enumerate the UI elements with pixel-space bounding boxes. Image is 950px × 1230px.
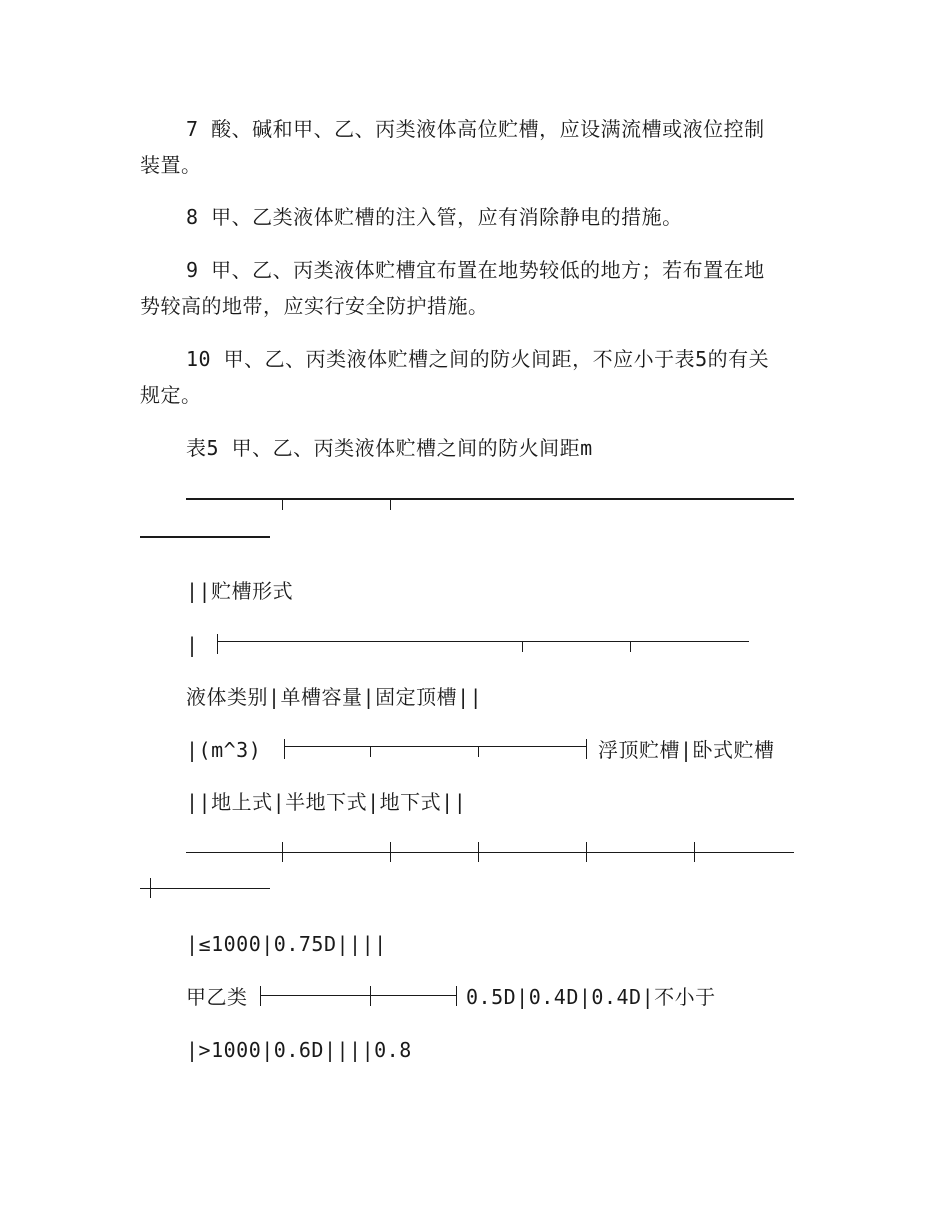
table-mid-cross	[694, 842, 695, 862]
paragraph-10-line-2: 规定。	[140, 383, 202, 407]
table-data-rule-start	[260, 986, 261, 1006]
table-row-header-1: 液体类别|单槽容量|固定顶槽||	[186, 685, 483, 709]
table-caption: 表5 甲、乙、丙类液体贮槽之间的防火间距m	[186, 436, 593, 460]
paragraph-7-line-2: 装置。	[140, 153, 202, 177]
table-row-data-2-right: 0.5D|0.4D|0.4D|不小于	[466, 985, 716, 1009]
table-top-rule-wrap	[140, 536, 270, 538]
table-volume-rule	[284, 746, 586, 747]
table-volume-rule-start	[284, 739, 285, 759]
table-data-cross	[370, 986, 371, 1006]
table-sub-tick	[522, 641, 523, 652]
table-volume-rule-end	[586, 739, 587, 759]
paragraph-10-line-1: 10 甲、乙、丙类液体贮槽之间的防火间距，不应小于表5的有关	[186, 347, 770, 371]
table-mid-cross	[150, 878, 151, 898]
table-top-rule	[186, 498, 794, 500]
paragraph-8-line-1: 8 甲、乙类液体贮槽的注入管，应有消除静电的措施。	[186, 205, 683, 229]
table-top-tick	[390, 498, 391, 510]
table-sub-rule-start	[217, 634, 218, 654]
table-mid-cross	[478, 842, 479, 862]
table-row-pipe: |	[186, 633, 199, 657]
table-sub-tick	[630, 641, 631, 652]
table-mid-cross	[586, 842, 587, 862]
table-mid-rule-wrap	[140, 888, 270, 889]
table-data-rule-end	[456, 986, 457, 1006]
table-mid-cross	[282, 842, 283, 862]
table-volume-tick	[478, 746, 479, 757]
table-row-header-2-right: 浮顶贮槽|卧式贮槽	[598, 738, 775, 762]
table-row-data-2-left: 甲乙类	[186, 985, 248, 1009]
paragraph-9-line-1: 9 甲、乙、丙类液体贮槽宜布置在地势较低的地方；若布置在地	[186, 258, 765, 282]
table-mid-rule	[186, 852, 794, 853]
table-row-data-1: |≤1000|0.75D||||	[186, 932, 387, 956]
table-mid-cross	[390, 842, 391, 862]
table-row-tank-form: ||贮槽形式	[186, 579, 294, 603]
paragraph-9-line-2: 势较高的地带，应实行安全防护措施。	[140, 294, 489, 318]
table-data-rule	[260, 995, 456, 996]
table-row-data-3: |>1000|0.6D||||0.8	[186, 1038, 412, 1062]
table-row-header-3: ||地上式|半地下式|地下式||	[186, 790, 467, 814]
table-volume-tick	[370, 746, 371, 757]
table-top-tick	[282, 498, 283, 510]
table-row-header-2-left: |(m^3)	[186, 738, 262, 762]
table-sub-rule	[217, 641, 749, 642]
paragraph-7-line-1: 7 酸、碱和甲、乙、丙类液体高位贮槽，应设满流槽或液位控制	[186, 117, 765, 141]
